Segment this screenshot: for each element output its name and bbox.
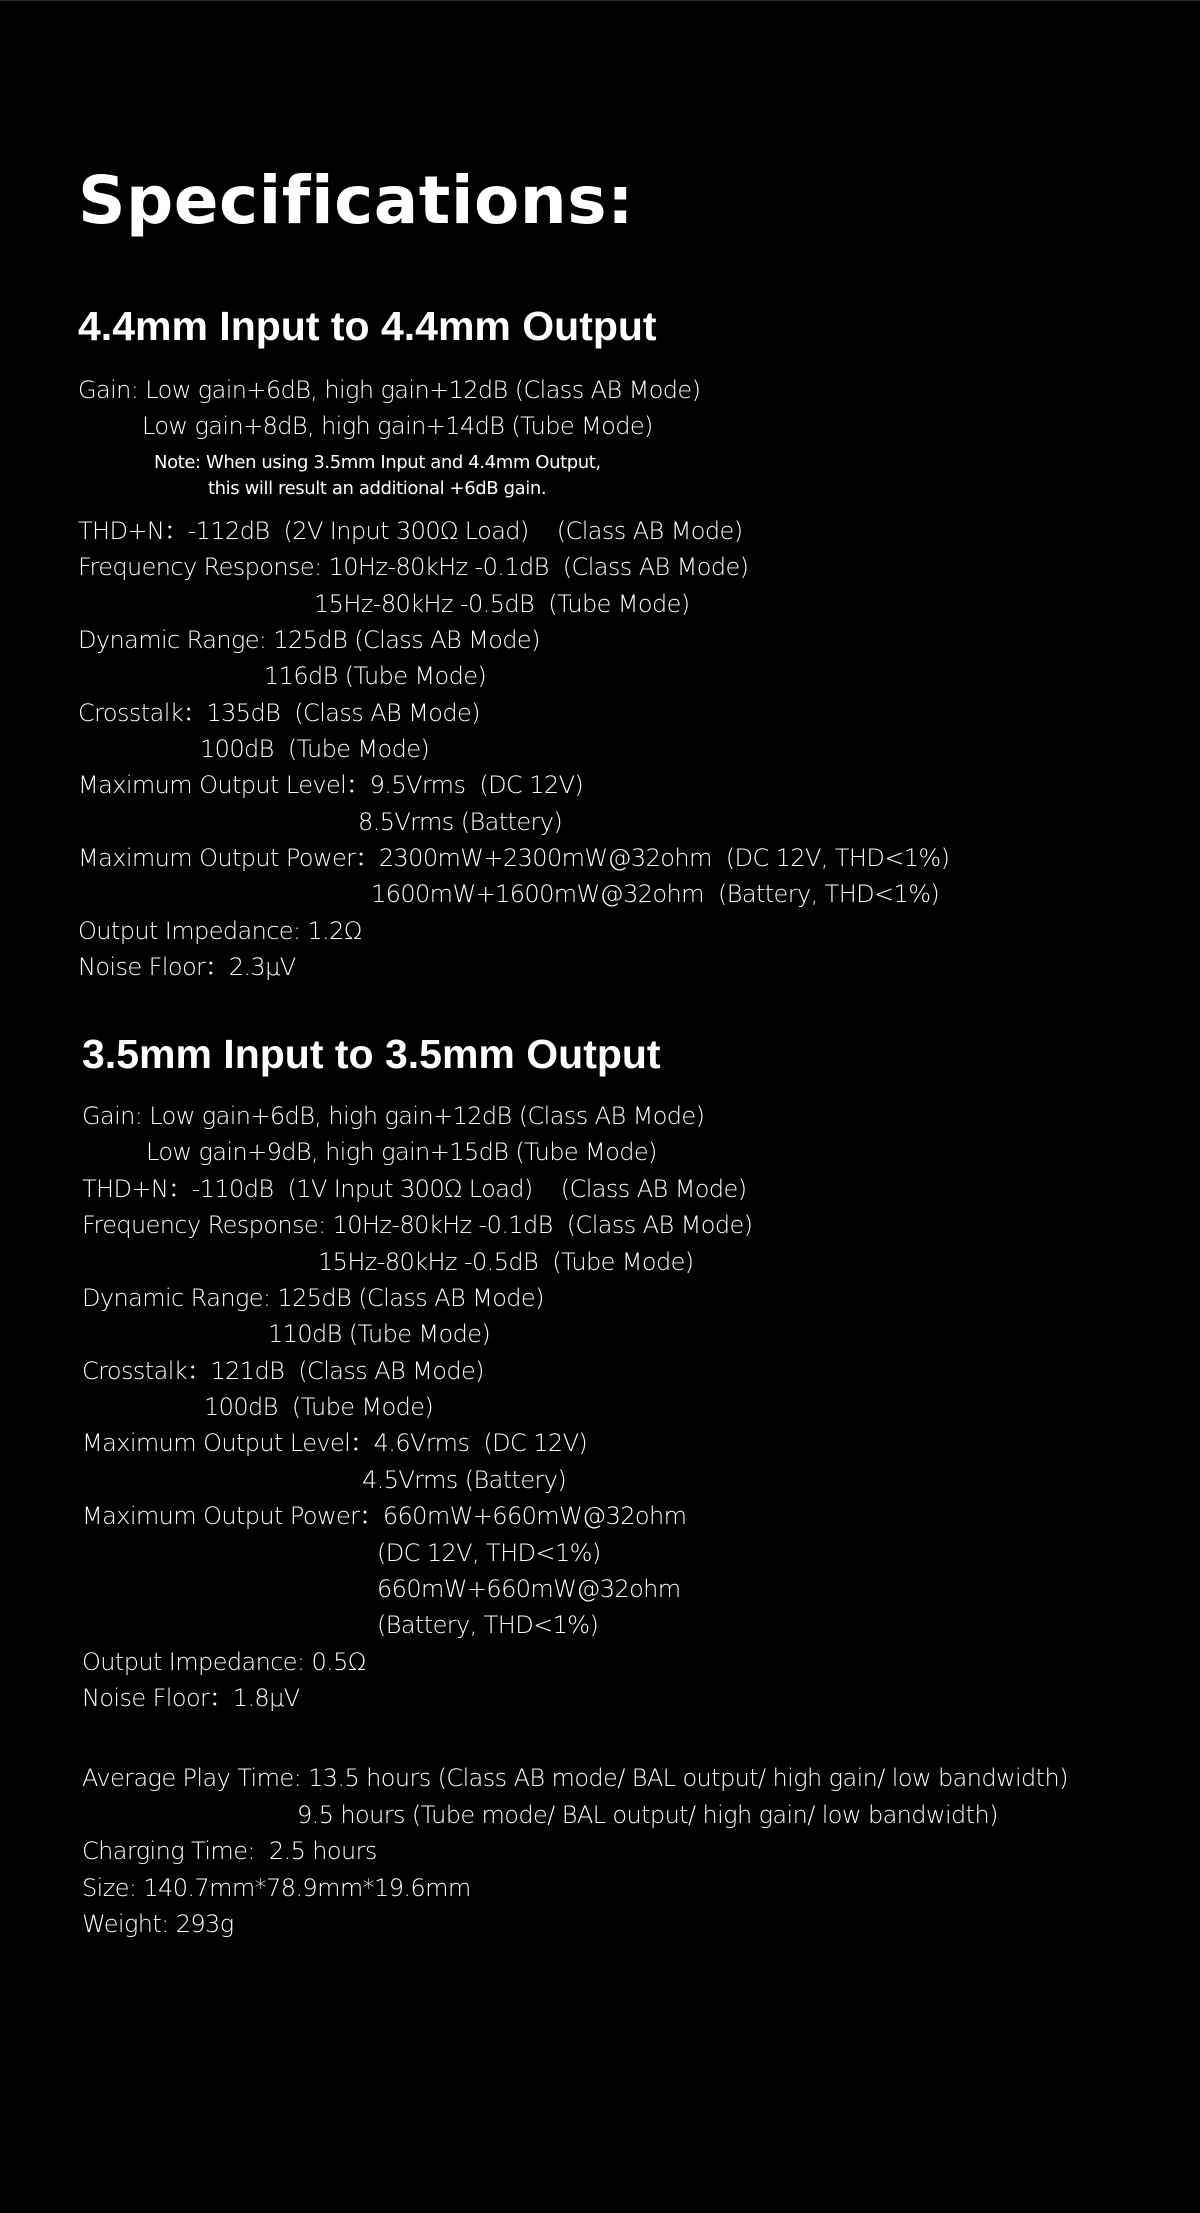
spec-gain-tube: Low gain+9dB, high gain+15dB (Tube Mode) [146, 1138, 657, 1166]
spec-output-power-dc-conditions: (DC 12V, THD<1%) [377, 1539, 601, 1567]
spec-thd: THD+N：-112dB (2V Input 300Ω Load) (Class AB Mode) [78, 517, 743, 545]
section-heading-4-4mm: 4.4mm Input to 4.4mm Output [78, 303, 657, 349]
spec-frequency-class-ab: Frequency Response: 10Hz-80kHz -0.1dB (Class AB Mode) [78, 553, 749, 581]
spec-thd: THD+N：-110dB (1V Input 300Ω Load) (Class AB Mode) [82, 1175, 747, 1203]
spec-output-level-dc: Maximum Output Level：9.5Vrms (DC 12V) [78, 771, 584, 799]
spec-output-power-battery: 660mW+660mW@32ohm [377, 1575, 681, 1603]
page-title: Specifications: [78, 162, 634, 239]
spec-output-impedance: Output Impedance: 0.5Ω [82, 1648, 366, 1676]
spec-output-power-battery-conditions: (Battery, THD<1%) [377, 1611, 599, 1639]
spec-output-level-battery: 4.5Vrms (Battery) [362, 1466, 567, 1494]
spec-size: Size: 140.7mm*78.9mm*19.6mm [82, 1874, 471, 1902]
spec-output-impedance: Output Impedance: 1.2Ω [78, 917, 362, 945]
spec-frequency-class-ab: Frequency Response: 10Hz-80kHz -0.1dB (Class AB Mode) [82, 1211, 753, 1239]
spec-output-level-dc: Maximum Output Level：4.6Vrms (DC 12V) [82, 1429, 588, 1457]
spec-noise-floor: Noise Floor：1.8μV [82, 1684, 300, 1712]
spec-gain-tube: Low gain+8dB, high gain+14dB (Tube Mode) [142, 412, 653, 440]
spec-dynamic-range-class-ab: Dynamic Range: 125dB (Class AB Mode) [78, 626, 540, 654]
spec-output-level-battery: 8.5Vrms (Battery) [358, 808, 563, 836]
spec-crosstalk-tube: 100dB (Tube Mode) [200, 735, 430, 763]
spec-frequency-tube: 15Hz-80kHz -0.5dB (Tube Mode) [314, 590, 690, 618]
spec-noise-floor: Noise Floor：2.3μV [78, 953, 296, 981]
spec-weight: Weight: 293g [82, 1910, 234, 1938]
spec-charging-time: Charging Time: 2.5 hours [82, 1837, 377, 1865]
spec-output-power-dc: Maximum Output Power：2300mW+2300mW@32ohm (DC 12V, THD<1%) [78, 844, 950, 872]
top-divider [0, 0, 1200, 1]
spec-dynamic-range-class-ab: Dynamic Range: 125dB (Class AB Mode) [82, 1284, 544, 1312]
spec-dynamic-range-tube: 110dB (Tube Mode) [268, 1320, 491, 1348]
spec-gain-class-ab: Gain: Low gain+6dB, high gain+12dB (Class AB Mode) [78, 376, 701, 404]
spec-output-power-dc: Maximum Output Power：660mW+660mW@32ohm [82, 1502, 687, 1530]
section-heading-3-5mm: 3.5mm Input to 3.5mm Output [82, 1031, 661, 1077]
spec-frequency-tube: 15Hz-80kHz -0.5dB (Tube Mode) [318, 1248, 694, 1276]
spec-crosstalk-class-ab: Crosstalk：121dB (Class AB Mode) [82, 1357, 484, 1385]
spec-crosstalk-class-ab: Crosstalk：135dB (Class AB Mode) [78, 699, 480, 727]
spec-play-time-class-ab: Average Play Time: 13.5 hours (Class AB mode/ BAL output/ high gain/ low bandwidth) [82, 1764, 1068, 1792]
spec-note-line-1: Note: When using 3.5mm Input and 4.4mm Output, [154, 452, 601, 473]
spec-play-time-tube: 9.5 hours (Tube mode/ BAL output/ high gain/ low bandwidth) [297, 1801, 998, 1829]
spec-crosstalk-tube: 100dB (Tube Mode) [204, 1393, 434, 1421]
spec-dynamic-range-tube: 116dB (Tube Mode) [264, 662, 487, 690]
spec-note-line-2: this will result an additional +6dB gain. [208, 478, 547, 499]
spec-gain-class-ab: Gain: Low gain+6dB, high gain+12dB (Class AB Mode) [82, 1102, 705, 1130]
spec-output-power-battery: 1600mW+1600mW@32ohm (Battery, THD<1%) [371, 880, 940, 908]
